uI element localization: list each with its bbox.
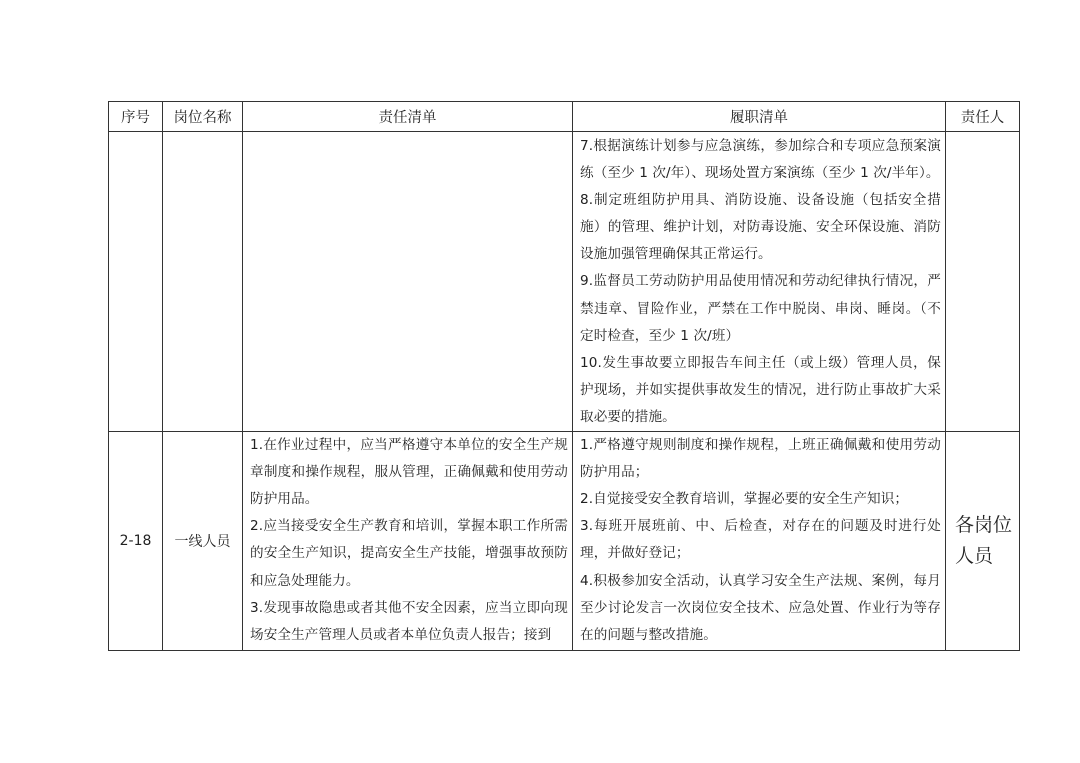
cell-responsibility-empty bbox=[243, 132, 573, 432]
header-position: 岗位名称 bbox=[163, 102, 243, 132]
table-row-2-18 bbox=[109, 432, 1020, 651]
cell-person-empty bbox=[946, 132, 1020, 432]
responsibility-item: 3.发现事故隐患或者其他不安全因素，应当立即向现场安全生产管理人员或者本单位负责人报告；接到 bbox=[250, 599, 568, 643]
cell-position-empty bbox=[163, 132, 243, 432]
cell-duties-continued bbox=[573, 132, 946, 432]
cell-position: 一线人员 bbox=[163, 432, 243, 651]
duty-item: 9.监督员工劳动防护用品使用情况和劳动纪律执行情况，严禁违章、冒险作业，严禁在工作中脱岗、串岗、睡岗。（不定时检查，至少 1 次/班） bbox=[580, 273, 941, 344]
cell-index: 2-18 bbox=[109, 432, 163, 651]
header-duties: 履职清单 bbox=[573, 102, 946, 132]
cell-duties bbox=[573, 432, 946, 651]
cell-index-empty bbox=[109, 132, 163, 432]
cell-person: 各岗位人员 bbox=[946, 432, 1020, 651]
duty-item: 4.积极参加安全活动，认真学习安全生产法规、案例，每月至少讨论发言一次岗位安全技术、应急处置、作业行为等存在的问题与整改措施。 bbox=[580, 572, 941, 643]
responsibility-item: 2.应当接受安全生产教育和培训，掌握本职工作所需的安全生产知识，提高安全生产技能，增强事故预防和应急处理能力。 bbox=[250, 518, 568, 589]
duty-item: 8.制定班组防护用具、消防设施、设备设施（包括安全措施）的管理、维护计划，对防毒设施、安全环保设施、消防设施加强管理确保其正常运行。 bbox=[580, 192, 941, 263]
responsibility-item: 1.在作业过程中，应当严格遵守本单位的安全生产规章制度和操作规程，服从管理，正确佩戴和使用劳动防护用品。 bbox=[250, 437, 568, 508]
duty-item: 1.严格遵守规则制度和操作规程，上班正确佩戴和使用劳动防护用品； bbox=[580, 437, 941, 481]
header-row bbox=[109, 102, 1020, 132]
header-responsibility: 责任清单 bbox=[243, 102, 573, 132]
table-row-continued bbox=[109, 132, 1020, 432]
duty-item: 7.根据演练计划参与应急演练，参加综合和专项应急预案演练（至少 1 次/年）、现场处置方案演练（至少 1 次/半年）。 bbox=[580, 138, 941, 182]
cell-responsibility bbox=[243, 432, 573, 651]
duty-item: 2.自觉接受安全教育培训，掌握必要的安全生产知识； bbox=[580, 491, 909, 508]
header-index: 序号 bbox=[109, 102, 163, 132]
duty-item: 10.发生事故要立即报告车间主任（或上级）管理人员，保护现场，并如实提供事故发生的情况，进行防止事故扩大采取必要的措施。 bbox=[580, 354, 941, 425]
header-person: 责任人 bbox=[946, 102, 1020, 132]
duty-item: 3.每班开展班前、中、后检查，对存在的问题及时进行处理，并做好登记； bbox=[580, 518, 941, 562]
responsibility-table bbox=[108, 101, 1020, 651]
